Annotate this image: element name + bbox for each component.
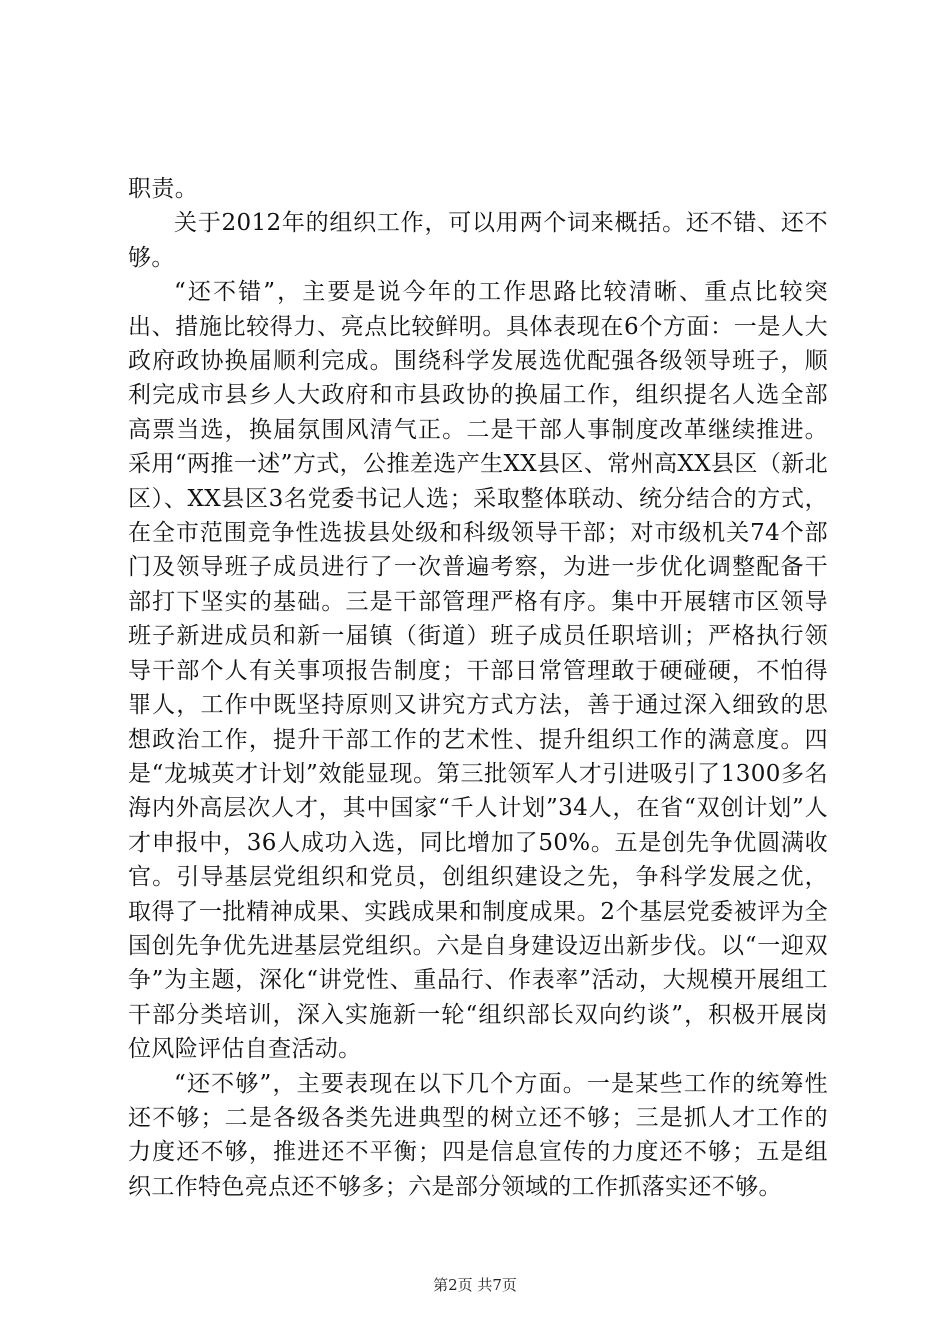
document-body [128,172,828,1204]
paragraph-summary: 关于2012年的组织工作，可以用两个词来概括。还不错、还不够。 [128,210,828,271]
paragraph-shortcomings: “还不够”，主要表现在以下几个方面。一是某些工作的统筹性还不够；二是各级各类先进典型的树立还不够；三是抓人才工作的力度还不够，推进还不平衡；四是信息宣传的力度还不够；五是组织工作特色亮点还不够多；六是部分领域的工作抓落实还不够。 [128,1070,828,1200]
paragraph-achievements: “还不错”，主要是说今年的工作思路比较清晰、重点比较突出、措施比较得力、亮点比较鲜明。具体表现在6个方面：一是人大政府政协换届顺利完成。围绕科学发展选优配强各级领导班子，顺利完成市县乡人大政府和市县政协的换届工作，组织提名人选全部高票当选，换届氛围风清气正。二是干部人事制度改革继续推进。采用“两推一述”方式，公推差选产生XX县区、常州高XX县区（新北区）、XX县区3名党委书记人选；采取整体联动、统分结合的方式，在全市范围竞争性选拔县处级和科级领导干部；对市级机关74个部门及领导班子成员进行了一次普遍考察，为进一步优化调整配备干部打下坚实的基础。三是干部管理严格有序。集中开展辖市区领导班子新进成员和新一届镇（街道）班子成员任职培训；严格执行领导干部个人有关事项报告制度；干部日常管理敢于硬碰硬，不怕得罪人，工作中既坚持原则又讲究方式方法，善于通过深入细致的思想政治工作，提升干部工作的艺术性、提升组织工作的满意度。四是“龙城英才计划”效能显现。第三批领军人才引进吸引了1300多名海内外高层次人才，其中国家“千人计划”34人，在省“双创计划”人才申报中，36人成功入选，同比增加了50%。五是创先争优圆满收官。引导基层党组织和党员，创组织建设之先，争科学发展之优，取得了一批精神成果、实践成果和制度成果。2个基层党委被评为全国创先争优先进基层党组织。六是自身建设迈出新步伐。以“一迎双争”为主题，深化“讲党性、重品行、作表率”活动，大规模开展组工干部分类培训，深入实施新一轮“组织部长双向约谈”，积极开展岗位风险评估自查活动。 [128,279,828,1063]
paragraph-continuation: 职责。 [128,176,199,202]
page-number-footer: 第2页 共7页 [433,1276,517,1294]
